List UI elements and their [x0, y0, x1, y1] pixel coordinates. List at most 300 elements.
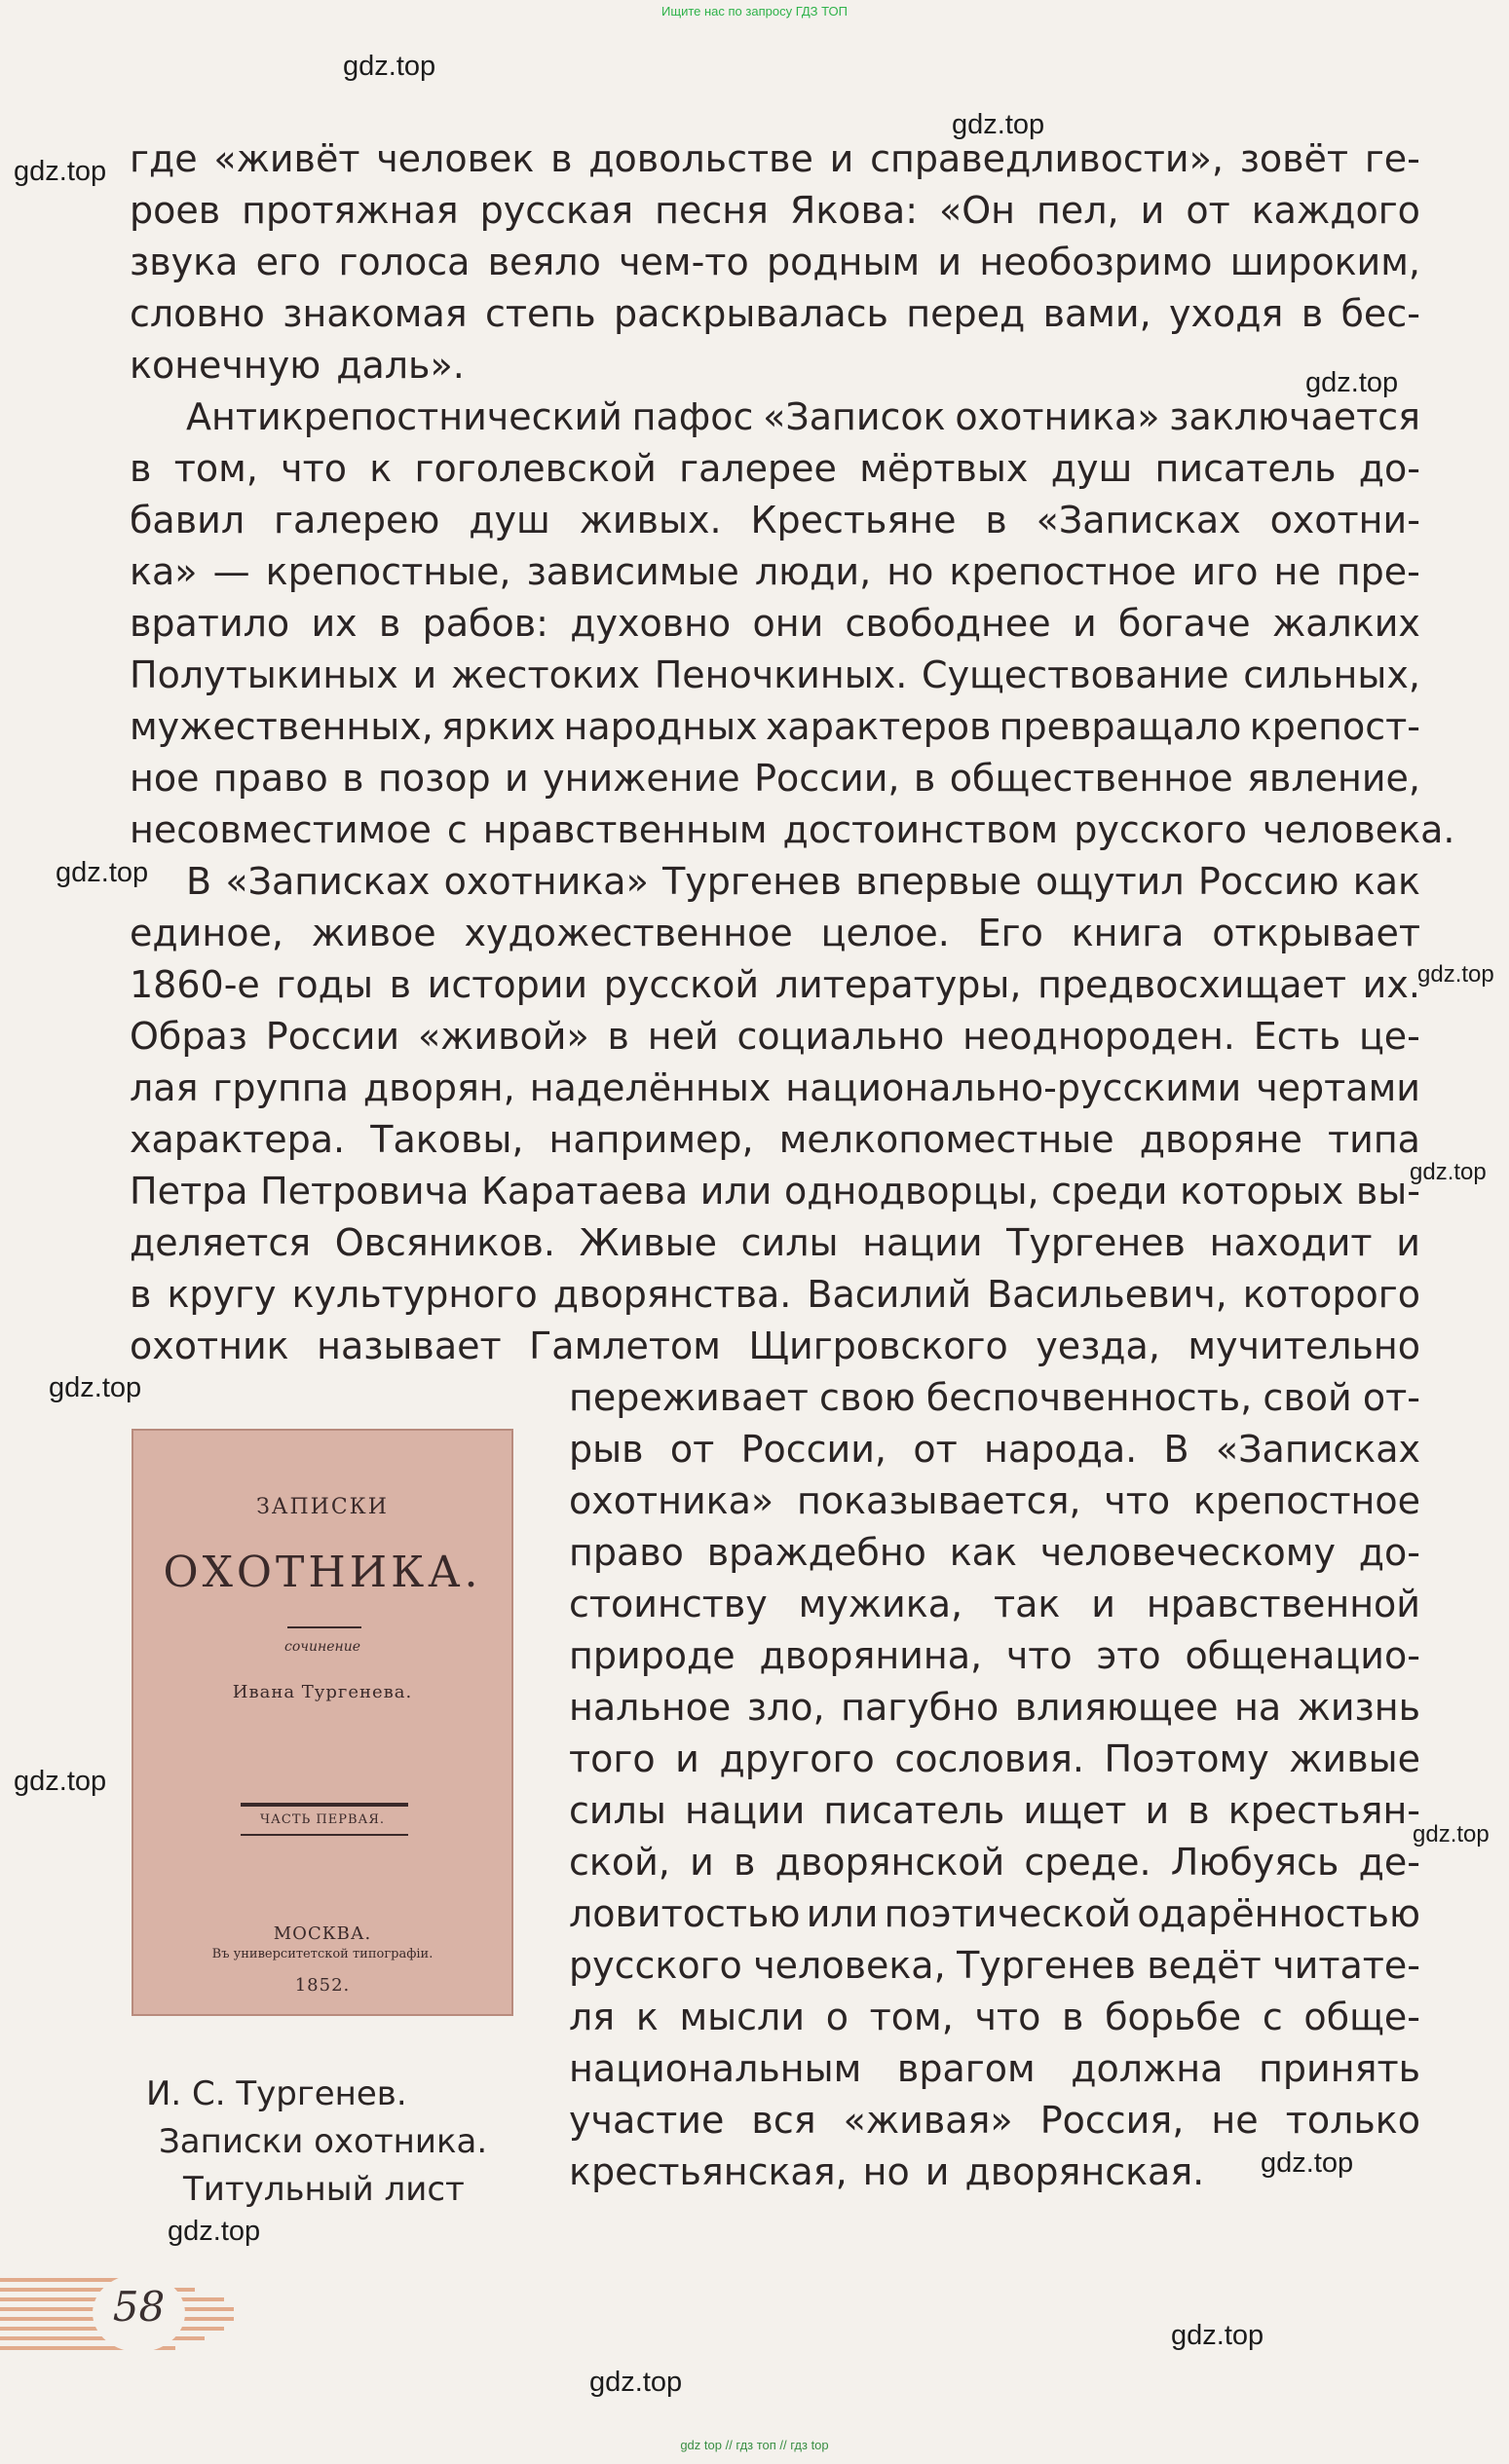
word: духовно	[570, 602, 732, 645]
text-line	[130, 237, 1420, 288]
word: Овсяников.	[334, 1221, 555, 1264]
word: крестьянская,	[569, 2150, 848, 2193]
word: враждебно	[706, 1531, 926, 1574]
word: дворянская.	[964, 2150, 1205, 2193]
word: «Записок	[763, 395, 946, 438]
word: их.	[1362, 963, 1420, 1006]
word: свободнее	[845, 602, 1051, 645]
word: ярких	[441, 705, 556, 748]
word: Есть	[1253, 1015, 1341, 1058]
word: принять	[1259, 2047, 1420, 2090]
word: охотник	[130, 1325, 289, 1367]
title-page-heading: ЗАПИСКИ	[256, 1495, 389, 1519]
word: душ	[1050, 447, 1133, 490]
word: России,	[754, 757, 900, 800]
word: родным	[766, 241, 921, 283]
title-page-rule	[241, 1834, 408, 1836]
word: или	[699, 1170, 773, 1213]
word: «живой»	[417, 1015, 589, 1058]
word: силы	[569, 1789, 666, 1832]
word: но	[887, 550, 934, 593]
watermark: gdz.top	[14, 156, 107, 187]
word: литературы,	[774, 963, 1022, 1006]
watermark: gdz.top	[343, 51, 436, 82]
word: свой	[1263, 1376, 1352, 1419]
word: мужественных,	[130, 705, 434, 748]
word: и	[1145, 1789, 1170, 1832]
word: впервые	[855, 860, 1022, 903]
word: Россию	[1197, 860, 1339, 903]
word: каждого	[1251, 189, 1420, 232]
word: силы	[740, 1221, 839, 1264]
word: нальное	[569, 1686, 732, 1729]
word: от	[913, 1428, 958, 1471]
word: в	[607, 1015, 629, 1058]
word: Живые	[579, 1221, 718, 1264]
word: песня	[655, 189, 769, 232]
word: народа.	[984, 1428, 1138, 1471]
word: Гамлетом	[529, 1325, 721, 1367]
word: охотника»	[569, 1479, 774, 1522]
word: и	[675, 1737, 699, 1780]
word: Пеночкиных.	[654, 653, 908, 696]
word: обще-	[1303, 1996, 1420, 2038]
word: борьбе	[1105, 1996, 1242, 2038]
top-banner: Ищите нас по запросу ГДЗ ТОП	[661, 4, 848, 19]
caption-line: Записки охотника.	[159, 2122, 488, 2161]
word: русская	[479, 189, 634, 232]
word: природе	[569, 1634, 736, 1677]
word: и	[690, 1841, 714, 1884]
word: несовместимое	[130, 808, 432, 851]
text-line	[569, 1734, 1420, 1785]
word: в	[985, 499, 1007, 541]
word: рабов:	[422, 602, 548, 645]
text-line	[569, 1527, 1420, 1579]
word: с	[446, 808, 468, 851]
text-line	[130, 753, 1420, 804]
word: сильных,	[1243, 653, 1420, 696]
word: его	[255, 241, 321, 283]
word: де-	[1358, 1841, 1420, 1884]
word: богаче	[1117, 602, 1251, 645]
word: даль».	[336, 344, 465, 387]
word: пре-	[1336, 550, 1420, 593]
word: веяло	[487, 241, 601, 283]
watermark: gdz.top	[1413, 1821, 1490, 1848]
word: в	[130, 1273, 152, 1316]
word: в	[378, 602, 401, 645]
word: Россия,	[1039, 2099, 1185, 2142]
word: люди,	[754, 550, 872, 593]
word: писатель	[823, 1789, 1005, 1832]
title-page-author: Ивана Тургенева.	[232, 1682, 413, 1702]
word: рыв	[569, 1428, 644, 1471]
word: должна	[1071, 2047, 1224, 2090]
text-line	[569, 1837, 1420, 1888]
word: душ	[469, 499, 550, 541]
watermark: gdz.top	[14, 1766, 107, 1797]
word: человек	[376, 137, 535, 180]
word: необозримо	[979, 241, 1213, 283]
word: предвосхищает	[1037, 963, 1347, 1006]
word: русского	[1074, 808, 1248, 851]
word: Полутыкиных	[130, 653, 398, 696]
word: с	[1262, 1996, 1283, 2038]
word: поэтической	[884, 1892, 1132, 1935]
word: довольстве	[588, 137, 813, 180]
word: но	[862, 2150, 910, 2193]
word: неоднороден.	[962, 1015, 1235, 1058]
word: лая	[130, 1066, 199, 1109]
word: живые	[1289, 1737, 1420, 1780]
word: мужика,	[798, 1583, 963, 1625]
word: общенацио-	[1185, 1634, 1420, 1677]
word: «Записках	[1036, 499, 1241, 541]
word: участие	[569, 2099, 725, 2142]
text-line	[569, 1475, 1420, 1527]
word: Поэтому	[1104, 1737, 1269, 1780]
word: где	[130, 137, 198, 180]
text-line	[130, 495, 1420, 546]
word: ля	[569, 1996, 616, 2038]
watermark: gdz.top	[1171, 2320, 1264, 2351]
word: Тургенев	[662, 860, 842, 903]
word: перед	[906, 292, 1026, 335]
text-line	[130, 908, 1420, 959]
caption-line: Титульный лист	[183, 2170, 465, 2209]
word: протяжная	[242, 189, 459, 232]
word: так	[993, 1583, 1061, 1625]
word: унижение	[543, 757, 740, 800]
word: достоинством	[782, 808, 1059, 851]
word: справедливости»,	[870, 137, 1224, 180]
word: общественное	[949, 757, 1233, 800]
word: нации	[862, 1221, 983, 1264]
word: они	[752, 602, 824, 645]
watermark: gdz.top	[168, 2216, 261, 2247]
word: раскрывалась	[613, 292, 888, 335]
word: Антикрепостнический	[186, 395, 622, 438]
word: дворянина,	[759, 1634, 983, 1677]
word: знакомая	[283, 292, 468, 335]
text-line	[130, 1217, 1420, 1269]
word: и	[1140, 189, 1165, 232]
word: пел,	[1037, 189, 1119, 232]
title-page-subtitle: сочинение	[283, 1639, 361, 1655]
word: книга	[1071, 912, 1185, 954]
text-line	[569, 1992, 1420, 2043]
word: Таковы,	[370, 1118, 524, 1161]
word: России,	[740, 1428, 887, 1471]
word: «Он	[939, 189, 1016, 232]
word: живых.	[579, 499, 722, 541]
word: в	[1301, 292, 1324, 335]
word: Каратаева	[480, 1170, 689, 1213]
word: и	[924, 2150, 950, 2193]
word: охотника»	[443, 860, 649, 903]
word: и	[1396, 1221, 1420, 1264]
word: находит	[1209, 1221, 1373, 1264]
word: «живая»	[843, 2099, 1013, 2142]
word: конечную	[130, 344, 321, 387]
word: це-	[1358, 1015, 1420, 1058]
watermark: gdz.top	[952, 109, 1045, 140]
page-number: 58	[112, 2283, 166, 2331]
word: и	[1091, 1583, 1115, 1625]
word: нравственной	[1146, 1583, 1420, 1625]
word: пафос	[631, 395, 754, 438]
word: от	[1186, 189, 1230, 232]
word: дворянства.	[552, 1273, 792, 1316]
text-line	[130, 804, 1455, 856]
text-line	[130, 701, 1420, 753]
word: Любуясь	[1170, 1841, 1339, 1884]
word: чем-то	[619, 241, 749, 283]
word: крепостное	[949, 550, 1177, 593]
word: галерею	[273, 499, 440, 541]
word: Щигровского	[748, 1325, 1008, 1367]
watermark: gdz.top	[1305, 367, 1399, 398]
title-page-press: Въ университетской типографіи.	[211, 1947, 434, 1961]
word: народных	[563, 705, 758, 748]
text-line	[130, 1321, 1420, 1372]
watermark: gdz.top	[1417, 961, 1494, 988]
word: бес-	[1340, 292, 1420, 335]
word: в	[130, 447, 152, 490]
word: звука	[130, 241, 239, 283]
text-line	[130, 288, 1420, 340]
word: жалких	[1271, 602, 1420, 645]
word: том,	[173, 447, 258, 490]
watermark: gdz.top	[1410, 1159, 1487, 1185]
word: показывается,	[796, 1479, 1081, 1522]
text-line	[130, 856, 1420, 908]
word: до-	[1358, 1531, 1420, 1574]
word: ка»	[130, 550, 198, 593]
word: Тургенев	[957, 1944, 1136, 1987]
text-line	[569, 1424, 1420, 1475]
word: художественное	[464, 912, 793, 954]
word: вратило	[130, 602, 290, 645]
word: не	[1273, 550, 1321, 593]
text-line	[130, 1011, 1420, 1063]
word: в	[342, 757, 364, 800]
text-line	[130, 650, 1420, 701]
word: единое,	[130, 912, 283, 954]
word: право	[212, 757, 328, 800]
word: Петра	[130, 1170, 248, 1213]
word: называет	[317, 1325, 502, 1367]
text-line	[130, 392, 1420, 443]
word: право	[569, 1531, 684, 1574]
word: явление,	[1247, 757, 1420, 800]
word: крестьян-	[1227, 1789, 1420, 1832]
word: к	[635, 1996, 659, 2038]
text-line	[569, 1630, 1420, 1682]
bottom-banner: gdz top // гдз топ // гдз top	[680, 2438, 829, 2452]
word: сословия.	[894, 1737, 1084, 1780]
word: наделённых	[529, 1066, 772, 1109]
text-line	[130, 1114, 1420, 1166]
word: уходя	[1169, 292, 1284, 335]
title-page-rule	[287, 1626, 361, 1628]
word: Существование	[922, 653, 1229, 696]
word: переживает	[569, 1376, 809, 1419]
word: о	[825, 1996, 849, 2038]
word: вами,	[1042, 292, 1151, 335]
word: Тургенев	[1006, 1221, 1186, 1264]
word: Василий	[807, 1273, 972, 1316]
word: жизнь	[1297, 1686, 1420, 1729]
word: крепостные,	[265, 550, 511, 593]
word: ге-	[1364, 137, 1420, 180]
word: на	[1233, 1686, 1282, 1729]
word: однодворцы,	[783, 1170, 1039, 1213]
word: уезда,	[1036, 1325, 1160, 1367]
word: —	[212, 550, 250, 593]
word: иго	[1191, 550, 1259, 593]
title-page-part: ЧАСТЬ ПЕРВАЯ.	[259, 1812, 385, 1827]
word: культурного	[291, 1273, 538, 1316]
word: нации	[684, 1789, 806, 1832]
watermark: gdz.top	[56, 857, 149, 888]
word: что	[974, 1996, 1041, 2038]
word: крепост-	[1249, 705, 1420, 748]
text-line	[569, 2043, 1420, 2095]
word: что	[281, 447, 347, 490]
title-page-rule	[241, 1803, 408, 1807]
word: человеческому	[1039, 1531, 1336, 1574]
word: бавил	[130, 499, 245, 541]
caption-line: И. С. Тургенев.	[146, 2074, 407, 2113]
word: одарённостью	[1137, 1892, 1420, 1935]
text-line	[130, 443, 1420, 495]
word: жестоких	[450, 653, 640, 696]
word: среди	[1051, 1170, 1168, 1213]
word: охотни-	[1269, 499, 1420, 541]
word: только	[1285, 2099, 1420, 2142]
text-line	[130, 1166, 1420, 1217]
word: роев	[130, 189, 221, 232]
word: от-	[1362, 1376, 1420, 1419]
word: от	[669, 1428, 715, 1471]
title-page-city: МОСКВА.	[273, 1923, 372, 1944]
word: голоса	[338, 241, 471, 283]
text-line	[130, 185, 1420, 237]
word: национально-русскими	[785, 1066, 1242, 1109]
word: в	[550, 137, 573, 180]
text-line	[569, 1579, 1420, 1630]
word: вы-	[1355, 1170, 1420, 1213]
text-line	[130, 133, 1420, 185]
title-page-image	[132, 1429, 513, 2016]
word: зависимые	[526, 550, 739, 593]
word: нравственным	[482, 808, 768, 851]
word: и	[412, 653, 437, 696]
word: деляется	[130, 1221, 312, 1264]
word: национальным	[569, 2047, 862, 2090]
word: пагубно	[841, 1686, 1000, 1729]
word: Петровича	[260, 1170, 470, 1213]
word: Васильевич,	[987, 1273, 1227, 1316]
word: кругу	[167, 1273, 277, 1316]
word: зло,	[746, 1686, 825, 1729]
word: В	[186, 860, 212, 903]
text-line	[569, 1785, 1420, 1837]
word: например,	[548, 1118, 754, 1161]
word: группа	[212, 1066, 349, 1109]
word: крепостное	[1192, 1479, 1420, 1522]
word: до-	[1358, 447, 1420, 490]
word: степь	[484, 292, 596, 335]
word: в	[1188, 1789, 1210, 1832]
word: человека,	[753, 1944, 946, 1987]
word: открывает	[1212, 912, 1420, 954]
word: в	[389, 963, 411, 1006]
word: «Записках	[225, 860, 431, 903]
word: в	[913, 757, 936, 800]
word: гоголевской	[414, 447, 657, 490]
word: русского	[569, 1944, 742, 1987]
word: к	[369, 447, 393, 490]
word: как	[949, 1531, 1017, 1574]
word: дворян,	[362, 1066, 515, 1109]
word: в	[734, 1841, 756, 1884]
word: беспочвенность,	[925, 1376, 1253, 1419]
title-page-year: 1852.	[294, 1975, 351, 1996]
word: ведёт	[1147, 1944, 1262, 1987]
word: что	[1104, 1479, 1171, 1522]
word: человека.	[1263, 808, 1455, 851]
word: мысли	[679, 1996, 806, 2038]
word: целое.	[820, 912, 950, 954]
word: В	[1163, 1428, 1189, 1471]
word: вся	[751, 2099, 816, 2142]
text-line	[569, 1888, 1420, 1940]
word: России	[265, 1015, 400, 1058]
text-line	[569, 2095, 1420, 2147]
word: другого	[719, 1737, 875, 1780]
word: это	[1096, 1634, 1161, 1677]
figure-caption	[146, 2071, 497, 2214]
word: мелкопоместные	[778, 1118, 1114, 1161]
word: врагом	[896, 2047, 1036, 2090]
word: 1860-е	[130, 963, 260, 1006]
word: которого	[1242, 1273, 1420, 1316]
word: ищет	[1023, 1789, 1127, 1832]
title-page-title: ОХОТНИКА.	[163, 1548, 482, 1597]
word: мёртвых	[859, 447, 1029, 490]
word: и	[505, 757, 529, 800]
word: позор	[377, 757, 491, 800]
word: характера.	[130, 1118, 346, 1161]
word: зовёт	[1239, 137, 1349, 180]
watermark: gdz.top	[49, 1372, 142, 1403]
word: их	[311, 602, 358, 645]
word: не	[1211, 2099, 1259, 2142]
word: русской	[603, 963, 760, 1006]
word: дворяне	[1139, 1118, 1302, 1161]
word: социально	[736, 1015, 945, 1058]
word: стоинству	[569, 1583, 768, 1625]
word: свою	[819, 1376, 916, 1419]
text-line	[130, 598, 1420, 650]
text-line	[130, 1063, 1420, 1114]
text-line	[130, 340, 1420, 392]
text-line	[569, 1372, 1420, 1424]
word: среде.	[1024, 1841, 1151, 1884]
